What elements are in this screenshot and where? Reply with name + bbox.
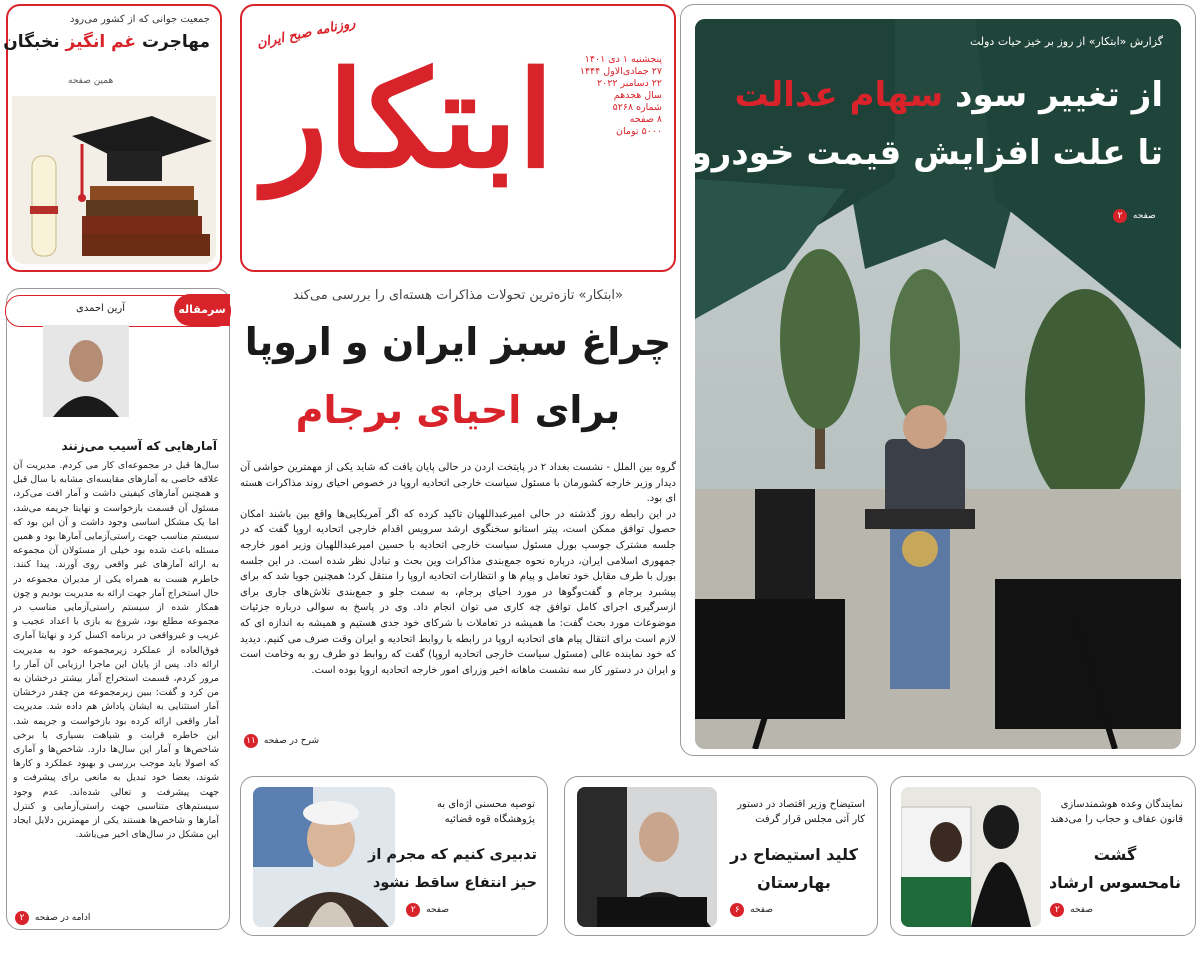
editorial-author: آرین احمدی xyxy=(76,303,125,314)
editorial-label: سرمقاله xyxy=(174,294,230,326)
teaser-title: مهاجرت غم انگیز نخبگان xyxy=(3,32,210,52)
teaser-kicker: جمعیت جوانی که از کشور می‌رود xyxy=(70,14,210,25)
bottom-teaser-patrol[interactable] xyxy=(890,776,1196,936)
lead-title-line2: تا علت افزایش قیمت خودرو xyxy=(690,133,1163,173)
teaser-page-ref: صفحه ۲ xyxy=(406,903,449,917)
bottom-teaser-impeachment[interactable] xyxy=(564,776,878,936)
teaser-kicker: استیضاح وزیر اقتصاد در دستور کار آتی مجلس قرار گرفت xyxy=(737,799,865,825)
editorial-title: آمارهایی که آسیب می‌زنند xyxy=(61,439,217,453)
main-headline-line2: برای احیای برجام xyxy=(295,388,621,432)
main-story[interactable] xyxy=(240,284,676,754)
main-body xyxy=(240,460,676,728)
teaser-title: تدبیری کنیم که مجرم از حیز انتفاع ساقط نشود xyxy=(368,847,537,891)
main-headline-line1: چراغ سبز ایران و اروپا xyxy=(244,320,672,364)
masthead-subtitle: روزنامه صبح ایران xyxy=(255,15,357,52)
teaser-photo-minister xyxy=(577,787,717,927)
teaser-kicker: توصیه محسنی اژه‌ای به پژوهشگاه قوه قضائیه xyxy=(436,799,535,825)
lead-photo-story[interactable] xyxy=(680,4,1196,756)
author-photo xyxy=(43,325,129,417)
teaser-title: کلید استیضاح در بهارستان xyxy=(730,845,858,892)
teaser-photo-patrol xyxy=(901,787,1041,927)
editorial-header xyxy=(5,295,231,327)
editorial-continued: ادامه در صفحه ۲ xyxy=(15,911,90,925)
editorial-body: سال‌ها قبل در مجموعه‌ای کار می کردم. مدیریت آن علاقه خاصی به آمارهای مقایسه‌ای مشابه با سال قبل و همچنین آمارهای کیفیتی داشت و آمار افت می‌کرد، مسئول آن قسمت بازخواست و نهایتا جریمه می‌شد، اما یک مشکل اساسی وجود داشت و آن این بود که سیستم مناسب جهت راستی‌آزمایی آمارها بود و همین مسئله باعث شده بود خیلی از مسئولان آن مجموعه به ارائه آمارهای غیر واقعی روی آورند. پیدا کنند. خاطرم هست به همراه یکی از مدیران مجموعه در حال استخراج آمار جهت ارائه به مدیریت بودیم و چون همکار شده از سیستم راستی‌آزمایی مناسب در مجموعه مطلع بود، شروع به بازی با اعداد عجیب و غریب و غیرواقعی در برنامه اکسل کرد و نهایتا آماری فوق‌العاده از عملکرد زیرمجموعه خود به مدیریت ارائه داد. پس از پایان این ماجرا ارزیابی آن آمار را مرور کردم، قسمت استخراج آمار بیشتر درخشان به من کرد و گفت: ببین زیرمجموعه من چقدر درخشان آمار استثنایی به ایشان پاداش هم داده شد. مدیریت آمار واقعی ارائه کرده بود بازخواست و جریمه شد. این خاطره قرابت و شباهت بسیاری با برخی شاخص‌ها و آمار این سال‌ها دارد. شاخص‌ها و آماری که اصولا باید موجب بررسی و بهبود عملکرد و کارها شوند، بعضا خود تبدیل به مانعی برای پیشرفت و جهت پیشرفت و تعالی شده‌اند. عدم وجود سیستم‌های متناسبی جهت راستی‌آزمایی و کنترل آمارها و شاخص‌ها هستند یکی از مهمترین دلایل ایجاد این مشکل در سال‌های اخیر می‌باشد. xyxy=(13,460,219,841)
lead-page-ref: صفحه ۲ xyxy=(1113,209,1156,223)
top-left-teaser[interactable] xyxy=(3,4,222,272)
teaser-page-ref: صفحه ۶ xyxy=(730,903,773,917)
lead-title-line1: از تغییر سود سهام عدالت xyxy=(734,75,1163,115)
main-kicker: «ابتکار» تازه‌ترین تحولات مذاکرات هسته‌ای را بررسی می‌کند xyxy=(293,288,623,303)
teaser-page-ref: همین صفحه xyxy=(68,76,114,86)
lead-photo xyxy=(695,19,1181,749)
bottom-teaser-judiciary[interactable] xyxy=(240,776,548,936)
editorial[interactable] xyxy=(6,288,230,930)
main-continued: شرح در صفحه ۱۱ xyxy=(244,734,319,748)
teaser-kicker: نمایندگان وعده هوشمندسازی قانون عفاف و حجاب را می‌دهند xyxy=(1050,799,1183,825)
masthead-meta: پنجشنبه ۱ دی ۱۴۰۱ ۲۷ جمادی‌الاول ۱۴۴۴ ۲۲ دسامبر ۲۰۲۲ سال هجدهم شماره ۵۲۶۸ ۸ صفحه ۵۰۰۰ تومان xyxy=(579,54,662,137)
teaser-page-ref: صفحه ۲ xyxy=(1050,903,1093,917)
main-body-para: گروه بین الملل - نشست بغداد ۲ در پایتخت اردن در حالی پایان یافت که شاید یکی از مهمترین حواشی آن دیدار وزیر خارجه کشورمان با مسئول سیاست خارجی اتحادیه اروپا در خصوص احیای روند مذاکرات هسته ای بود. xyxy=(240,462,676,505)
masthead-logo: ابتکار xyxy=(264,43,555,198)
graduation-photo xyxy=(12,96,216,264)
teaser-title: گشت نامحسوس ارشاد xyxy=(1048,845,1182,892)
lead-kicker: گزارش «ابتکار» از روز بر خیز حیات دولت xyxy=(969,35,1163,48)
main-body-para: در این رابطه روز گذشته در حالی امیرعبداللهیان تاکید کرده که اگر آمریکایی‌ها واقع بین باشند امکان حصول توافق ممکن است، پیتر استانو سخنگوی ارشد سرویس اقدام خارجی اتحادیه اروپا گفت که در جلسه مشترک جوسپ بورل مسئول سیاست خارجی اتحادیه با حسین امیرعبداللهیان وزیر امور خارجه جمهوری اسلامی ایران، درباره نحوه جمع‌بندی مذاکرات وین بحث و تبادل نظر شده است. در این جلسه بورل با طرف مقابل خود تعامل و پیام ها و انتظارات اتحادیه اروپا را منتقل کرد؛ همچنین جویا شد که برای پیشبرد برجام و گفت‌وگوها در مورد احیای برجام، به سمت جلو و جمع‌بندی تلاش‌های جاری برای ازسرگیری اجرای کامل توافق چه کاری می توان انجام داد. وی در پاسخ به سوالی درباره جزئیات موضوعات مورد بحث گفت: ما همیشه در تعاملات با شرکای خود جدی هستیم و همیشه به اندازه ای که لازم است برای انتقال پیام های اتحادیه اروپا در رابطه با روابط اتحادیه و ایران وقت صرف می کنیم. دیدید که خود نماینده عالی (مسئول سیاست خارجی اتحادیه اروپا) گفت که روابط دو طرف رو به وخامت است و ایران در دستور کار سه نشست ماهانه اخیر وزرای امور خارجه اتحادیه اروپا بوده است. xyxy=(240,508,676,676)
masthead xyxy=(240,4,676,272)
